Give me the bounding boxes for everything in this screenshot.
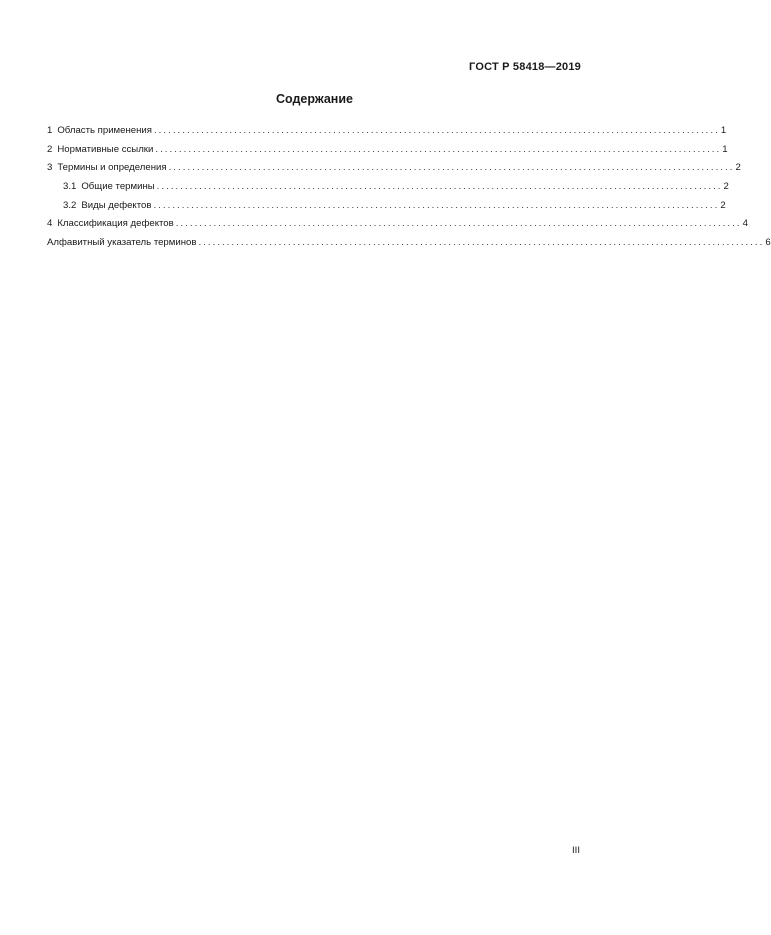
toc-entry-general-terms[interactable] (47, 180, 729, 199)
dot-leader: ........................................................................................................................ (175, 218, 742, 230)
toc-entry-label: Нормативные ссылки (57, 143, 154, 155)
dot-leader: ........................................................................................................................ (155, 143, 722, 155)
toc-entry-normative-references[interactable] (47, 143, 728, 162)
toc-entry-label: Классификация дефектов (57, 218, 174, 230)
toc-entry-page: 2 (735, 162, 741, 174)
toc-entry-label: Алфавитный указатель терминов (47, 237, 197, 249)
toc-entry-label: Термины и определения (57, 162, 167, 174)
toc-entry-page: 6 (765, 237, 771, 249)
toc-title: Содержание (275, 92, 353, 106)
toc-entry-label: Область применения (57, 125, 152, 136)
dot-leader: ........................................................................................................................ (153, 199, 720, 211)
toc-entry-label: Виды дефектов (81, 199, 152, 211)
toc-entry-number: 3.2 (63, 199, 77, 211)
toc-entry-defect-classification[interactable] (47, 217, 748, 236)
page-number: III (572, 845, 580, 856)
dot-leader: ........................................................................................................................ (153, 125, 720, 136)
toc-entry-number: 3.1 (63, 181, 77, 193)
document-code: ГОСТ Р 58418—2019 (469, 61, 581, 73)
dot-leader: ........................................................................................................................ (168, 162, 735, 174)
toc-entry-page: 1 (722, 143, 728, 155)
table-of-contents (47, 124, 771, 255)
dot-leader: ........................................................................................................................ (198, 237, 765, 249)
toc-entry-number: 3 (47, 162, 53, 174)
toc-entry-number: 2 (47, 143, 53, 155)
toc-entry-defect-types[interactable] (47, 199, 726, 218)
dot-leader: ........................................................................................................................ (156, 181, 723, 193)
toc-entry-page: 4 (742, 218, 748, 230)
toc-entry-page: 2 (723, 181, 729, 193)
toc-entry-label: Общие термины (81, 181, 155, 193)
toc-entry-scope[interactable] (47, 124, 727, 143)
toc-entry-number: 4 (47, 218, 53, 230)
toc-entry-page: 2 (720, 199, 726, 211)
toc-entry-alphabetical-index[interactable] (47, 236, 771, 255)
toc-entry-page: 1 (720, 125, 727, 136)
toc-entry-number: 1 (47, 125, 53, 136)
toc-entry-terms-definitions[interactable] (47, 161, 741, 180)
